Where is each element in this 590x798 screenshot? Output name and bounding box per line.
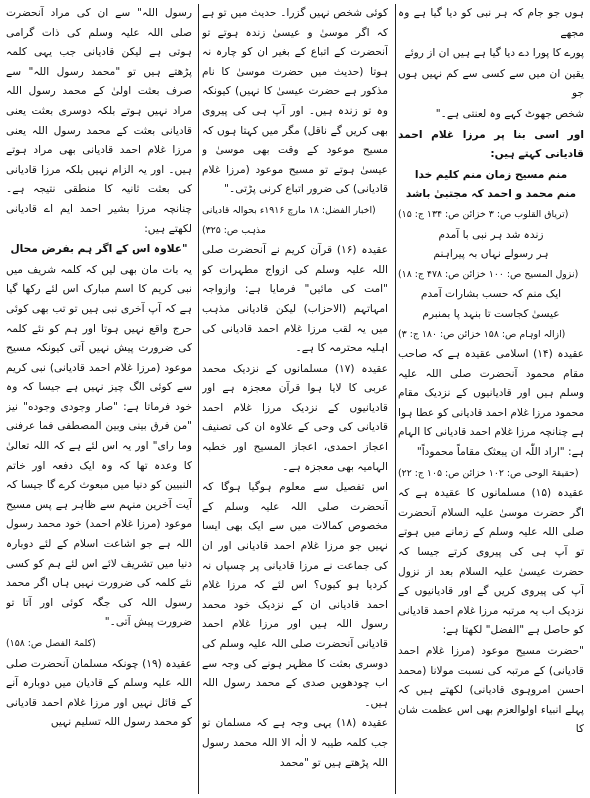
column-left bbox=[6, 4, 192, 794]
paragraph: زندہ شد ہر نبی با آمدم bbox=[438, 228, 544, 241]
paragraph: (حقیقۃ الوحی ص: ۱۰۲ خزائن ص: ۱۰۵ ج: ۲۲) bbox=[398, 467, 579, 479]
paragraph: عقیدہ (۱۶) قرآن کریم نے آنحضرت صلی اللہ علیہ وسلم کی ازواج مطہرات کو "امت کی مائیں" فرمایا ہے: وازواجہ امہاتہم (الاحزاب) لیکن قادیانی مذہب میں یہ لقب مرزا غلام احمد قادیانی کی اہلیہ محترمہ کا ہے۔ bbox=[202, 244, 388, 355]
paragraph: شخص جھوٹ کہے وہ لعنتی ہے۔" bbox=[435, 107, 584, 120]
paragraph: عقیدہ (۱۴) اسلامی عقیدہ ہے کہ صاحب مقام محمود آنحضرت صلی اللہ علیہ وسلم ہیں اور قادیانیوں کے نزدیک مقام محمود مرزا غلام احمد قادیانی کو عطا ہوا ہے چنانچہ مرزا غلام احمد قادیانی کا الہام ہے: "اراد اللّٰہ ان یبعثک مقاماً محموداً" bbox=[398, 348, 584, 459]
paragraph: یہ بات مان بھی لیں کہ کلمہ شریف میں نبی کریم کا اسم مبارک اس لئے رکھا گیا ہے کہ آپ آخری نبی ہیں تو تب بھی کوئی حرج واقع نہیں ہوتا اور ہم کو نئے کلمہ کی ضرورت پیش نہیں آتی کیونکہ مسیح موعود (مرزا غلام احمد قادیانی) نبی کریم سے کوئی الگ چیز نہیں ہے جیسا کہ وہ خود فرماتا ہے: "صار وجودی وجوده" نیز "من فرق بینی وبین المصطفی فما عرفنی وما رای" اور یہ اس لئے ہے کہ اللہ تعالیٰ کا وعدہ تھا کہ وہ ایک دفعہ اور خاتم النبیین کو دنیا میں مبعوث کرے گا جیسا کہ آیت آخرین منہم سے ظاہر ہے پس مسیح موعود (مرزا غلام احمد) خود محمد رسول اللہ ہے جو اشاعت اسلام کے لئے دوبارہ دنیا میں تشریف لائے اس لئے ہم کو کسی نئے کلمہ کی ضرورت نہیں ہاں اگر محمد رسول اللہ کی جگہ کوئی اور آتا تو ضرورت پیش آتی۔" bbox=[6, 263, 192, 629]
paragraph: رسول اللہ" سے ان کی مراد آنحضرت صلی اللہ علیہ وسلم کی ذات گرامی ہوتی ہے لیکن قادیانی جب یہی کلمہ پڑھتے ہیں تو "محمد رسول اللہ" سے صرف بعثت اولیٰ کے محمد رسول اللہ مراد نہیں ہوتے بلکہ دوسری بعثت یعنی قادیانی بعثت کے محمد رسول اللہ یعنی مرزا غلام احمد قادیانی بھی مراد ہوتے ہیں۔ اور یہ الزام نہیں بلکہ مرزا قادیانی کی بعثت ثانیہ کا منطقی نتیجہ ہے۔ چنانچہ مرزا بشیر احمد ایم اے قادیانی لکھتے ہیں: bbox=[6, 7, 192, 235]
column-middle bbox=[202, 4, 388, 794]
paragraph: اور اسی بنا پر مرزا غلام احمد قادیانی کہتے ہیں: bbox=[398, 128, 584, 161]
paragraph: عقیدہ (۱۷) مسلمانوں کے نزدیک محمد عربی کا لایا ہوا قرآن معجزہ ہے اور قادیانیوں کے نزدیک مرزا غلام احمد قادیانی کی وحی کے علاوہ ان کی تصنیف اعجاز احمدی، اعجاز المسیح اور خطبہ الہامیہ بھی معجزہ ہے۔ bbox=[202, 362, 388, 473]
paragraph: عقیدہ (۱۵) مسلمانوں کا عقیدہ ہے کہ اگر حضرت موسیٰ علیہ السلام آنحضرت صلی اللہ علیہ وسلم کے زمانے میں ہوتے تو آپ ہی کی پیروی کرتے جیسا کہ حضرت عیسیٰ علیہ السلام بعد از نزول آپ کی پیروی کریں گے اور قادیانیوں کے نزدیک اب یہ مرتبہ مرزا غلام احمد قادیانی کو حاصل ہے "الفضل" لکھتا ہے: bbox=[398, 487, 584, 637]
paragraph: ایک منم کہ حسب بشارات آمدم bbox=[420, 288, 562, 301]
paragraph: (تریاق القلوب ص: ۳ خزائن ص: ۱۳۴ ج: ۱۵) bbox=[398, 208, 569, 220]
column-right bbox=[398, 4, 584, 794]
paragraph: پورے کا پورا دے دیا گیا ہے ہیں ان از روئے bbox=[404, 47, 584, 60]
paragraph: اس تفصیل سے معلوم ہوگیا ہوگا کہ آنحضرت صلی اللہ علیہ وسلم کے مخصوص کمالات میں سے ایک بھی ایسا نہیں جو مرزا غلام احمد قادیانی اور ان کی جماعت نے مرزا قادیانی پر چسپاں نہ کردیا ہو کیوں؟ اس لئے کہ مرزا غلام احمد قادیانی ان کے نزدیک خود محمد رسول اللہ ہیں اور مرزا غلام احمد قادیانی آنحضرت صلی اللہ علیہ وسلم کی دوسری بعثت کا مظہر ہونے کی وجہ سے اب چودھویں صدی کے محمد رسول اللہ ہیں۔ bbox=[202, 481, 388, 709]
paragraph: عقیدہ (۱۸) یہی وجہ ہے کہ مسلمان تو جب کلمہ طیبہ لا الٰہ الا اللہ محمد رسول اللہ پڑھتے ہیں تو "محمد bbox=[202, 717, 388, 769]
paragraph: (اخبار الفضل: ۱۸ مارچ ۱۹۱۶ء بحوالہ قادیانی مذہب ص: ۳۲۵) bbox=[202, 204, 376, 236]
paragraph: یقین ان میں سے کسی سے کم نہیں ہوں جو bbox=[398, 67, 584, 100]
column-divider-left bbox=[198, 4, 199, 794]
paragraph: "حضرت مسیح موعود (مرزا غلام احمد قادیانی) کے مرتبہ کی نسبت مولانا (محمد احسن امروہوی قادیانی) لکھتے ہیں کہ پہلے انبیاء اولوالعزم بھی اس عظمت شان کا bbox=[398, 645, 584, 736]
paragraph: منم محمد و احمد کہ مجتبیٰ باشد bbox=[405, 188, 577, 201]
paragraph: منم مسیح زمان منم کلیم خدا bbox=[414, 168, 568, 181]
column-divider-right bbox=[395, 4, 396, 794]
paragraph: ہوں جو جام کہ ہر نبی کو دیا گیا ہے وہ مجھے bbox=[398, 7, 584, 39]
paragraph: (نزول المسیح ص: ۱۰۰ خزائن ص: ۴۷۸ ج: ۱۸) bbox=[398, 268, 579, 280]
paragraph: عقیدہ (۱۹) چونکہ مسلمان آنحضرت صلی اللہ علیہ وسلم کے قادیان میں دوبارہ آنے کے قائل نہیں اور مرزا غلام احمد قادیانی کو محمد رسول اللہ تسلیم نہیں bbox=[6, 657, 192, 729]
paragraph: عیسیٰ کجاست تا بنہد پا بمنبرم bbox=[422, 307, 560, 320]
paragraph: کوئی شخص نہیں گزرا۔ حدیث میں تو ہے کہ اگر موسیٰ و عیسیٰ زندہ ہوتے تو آنحضرت کے اتباع کے بغیر ان کو چارہ نہ ہوتا (حدیث میں حضرت موسیٰ کا نام مذکور ہے حضرت عیسیٰ کا نہیں) کیونکہ وہ تو زندہ ہیں۔ اور آپ ہی کی پیروی بھی کریں گے ناقل) مگر میں کہتا ہوں کہ مسیح موعود کے وقت بھی موسیٰ و عیسیٰ ہوتے تو مسیح موعود (مرزا غلام قادیانی) کی ضرور اتباع کرنی پڑتی۔" bbox=[202, 7, 388, 196]
paragraph: (ازالہ اوہام ص: ۱۵۸ خزائن ص: ۱۸۰ ج: ۳) bbox=[398, 328, 566, 340]
paragraph: ہر رسولے نہاں بہ پیراہنم bbox=[433, 248, 549, 261]
paragraph: "علاوہ اس کے اگر ہم بفرض محال bbox=[10, 243, 188, 256]
paragraph: (کلمۃ الفصل ص: ۱۵۸) bbox=[6, 638, 96, 649]
